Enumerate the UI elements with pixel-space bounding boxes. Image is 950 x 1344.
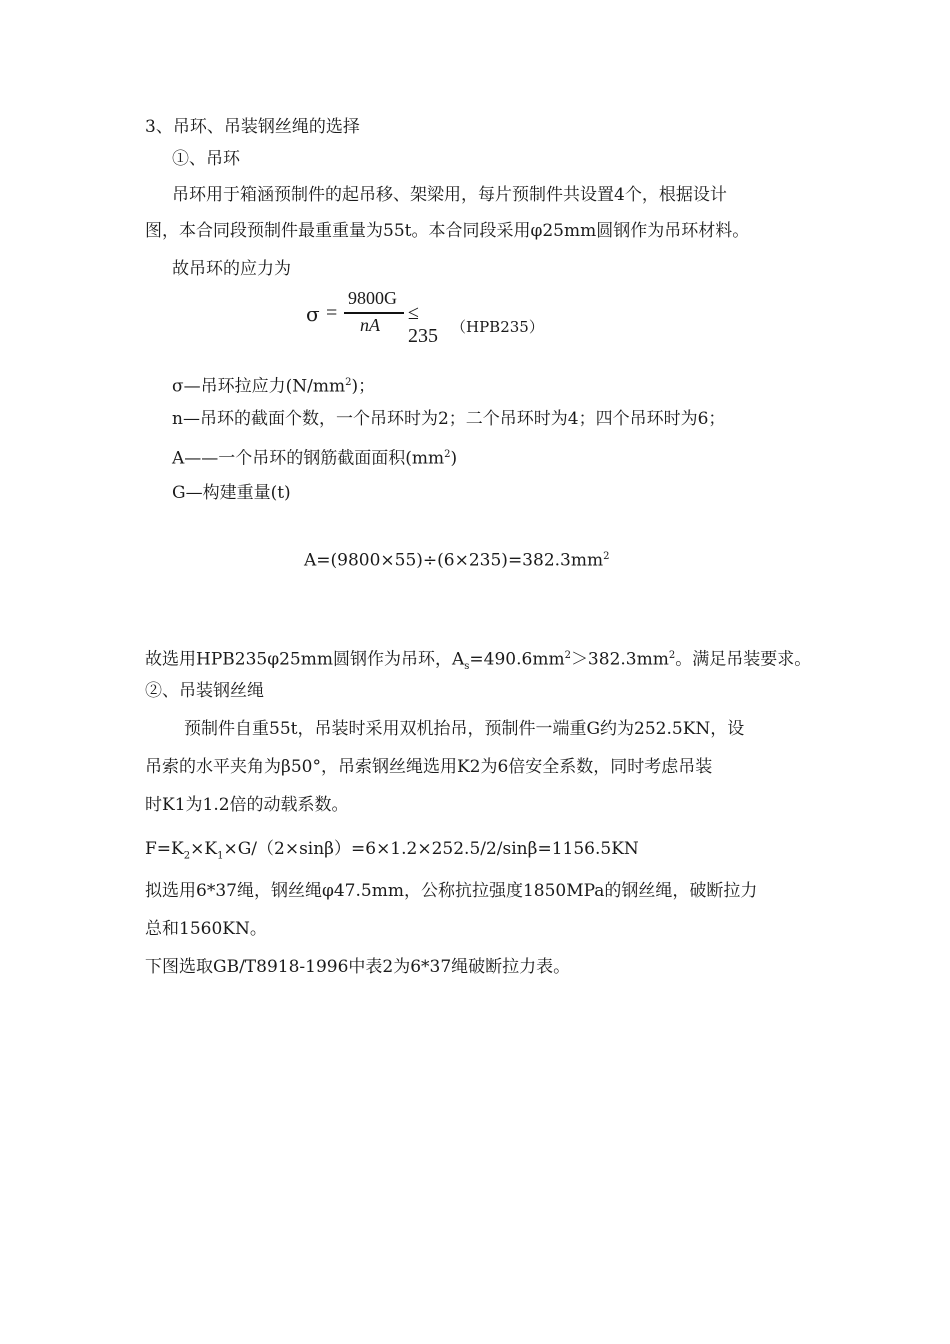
subsection-wire-rope: ②、吊装钢丝绳	[145, 681, 264, 701]
subscript: 2	[183, 850, 191, 862]
paragraph-line: 下图选取GB/T8918-1996中表2为6*37绳破断拉力表。	[145, 957, 571, 977]
superscript: 2	[345, 377, 352, 388]
formula-sigma: σ	[306, 302, 320, 326]
selection-conclusion	[145, 645, 811, 678]
definition-text: )	[450, 448, 458, 469]
formula-limit: ≤ 235	[408, 302, 438, 347]
subsection-lifting-ring: ①、吊环	[172, 149, 240, 169]
conclusion-text: ＞382.3mm	[570, 649, 669, 670]
paragraph-line: 拟选用6*37绳，钢丝绳φ47.5mm，公称抗拉强度1850MPa的钢丝绳，破断拉力	[145, 881, 758, 901]
paragraph-line: 图，本合同段预制件最重重量为55t。本合同段采用φ25mm圆钢作为吊环材料。	[145, 221, 750, 241]
paragraph-line: 吊索的水平夹角为β50°，吊索钢丝绳选用K2为6倍安全系数，同时考虑吊装	[145, 757, 713, 777]
force-text: F=K	[145, 839, 184, 859]
paragraph-line: 预制件自重55t，吊装时采用双机抬吊，预制件一端重G约为252.5KN，设	[184, 719, 745, 739]
paragraph-line: 时K1为1.2倍的动载系数。	[145, 795, 349, 815]
superscript: 2	[603, 551, 610, 562]
calc-text: A=(9800×55)÷(6×235)=382.3mm	[304, 550, 604, 571]
definition-text: )；	[351, 376, 376, 397]
superscript: 2	[668, 650, 676, 661]
subscript: s	[464, 661, 470, 673]
formula-note: （HPB235）	[451, 318, 544, 336]
paragraph-line: 吊环用于箱涵预制件的起吊移、架梁用，每片预制件共设置4个，根据设计	[172, 185, 727, 205]
formula-numerator: 9800G	[348, 288, 397, 308]
section-heading: 3、吊环、吊装钢丝绳的选择	[145, 117, 360, 137]
conclusion-text: 故选用HPB235φ25mm圆钢作为吊环，A	[145, 649, 465, 670]
superscript: 2	[444, 449, 451, 460]
subscript: 1	[217, 850, 224, 862]
force-formula	[145, 838, 639, 867]
superscript: 2	[564, 650, 571, 661]
definition-G: G—构建重量(t)	[172, 483, 291, 503]
paragraph-line: 故吊环的应力为	[172, 259, 291, 279]
definition-A	[172, 444, 457, 470]
area-calculation	[304, 546, 609, 572]
force-text: ×K	[190, 839, 218, 859]
conclusion-text: 。满足吊装要求。	[675, 649, 812, 670]
fraction-bar	[344, 312, 404, 314]
definition-n: n—吊环的截面个数，一个吊环时为2；二个吊环时为4；四个吊环时为6；	[172, 409, 726, 429]
definition-text: A——一个吊环的钢筋截面面积(mm	[172, 448, 445, 469]
paragraph-line: 总和1560KN。	[145, 919, 267, 939]
formula-denominator: nA	[360, 315, 380, 335]
force-text: ×G/（2×sinβ）=6×1.2×252.5/2/sinβ=1156.5KN	[223, 839, 639, 859]
definition-text: σ—吊环拉应力(N/mm	[172, 376, 346, 397]
conclusion-text: =490.6mm	[469, 649, 565, 670]
formula-equals: =	[326, 302, 338, 324]
definition-sigma	[172, 372, 375, 398]
